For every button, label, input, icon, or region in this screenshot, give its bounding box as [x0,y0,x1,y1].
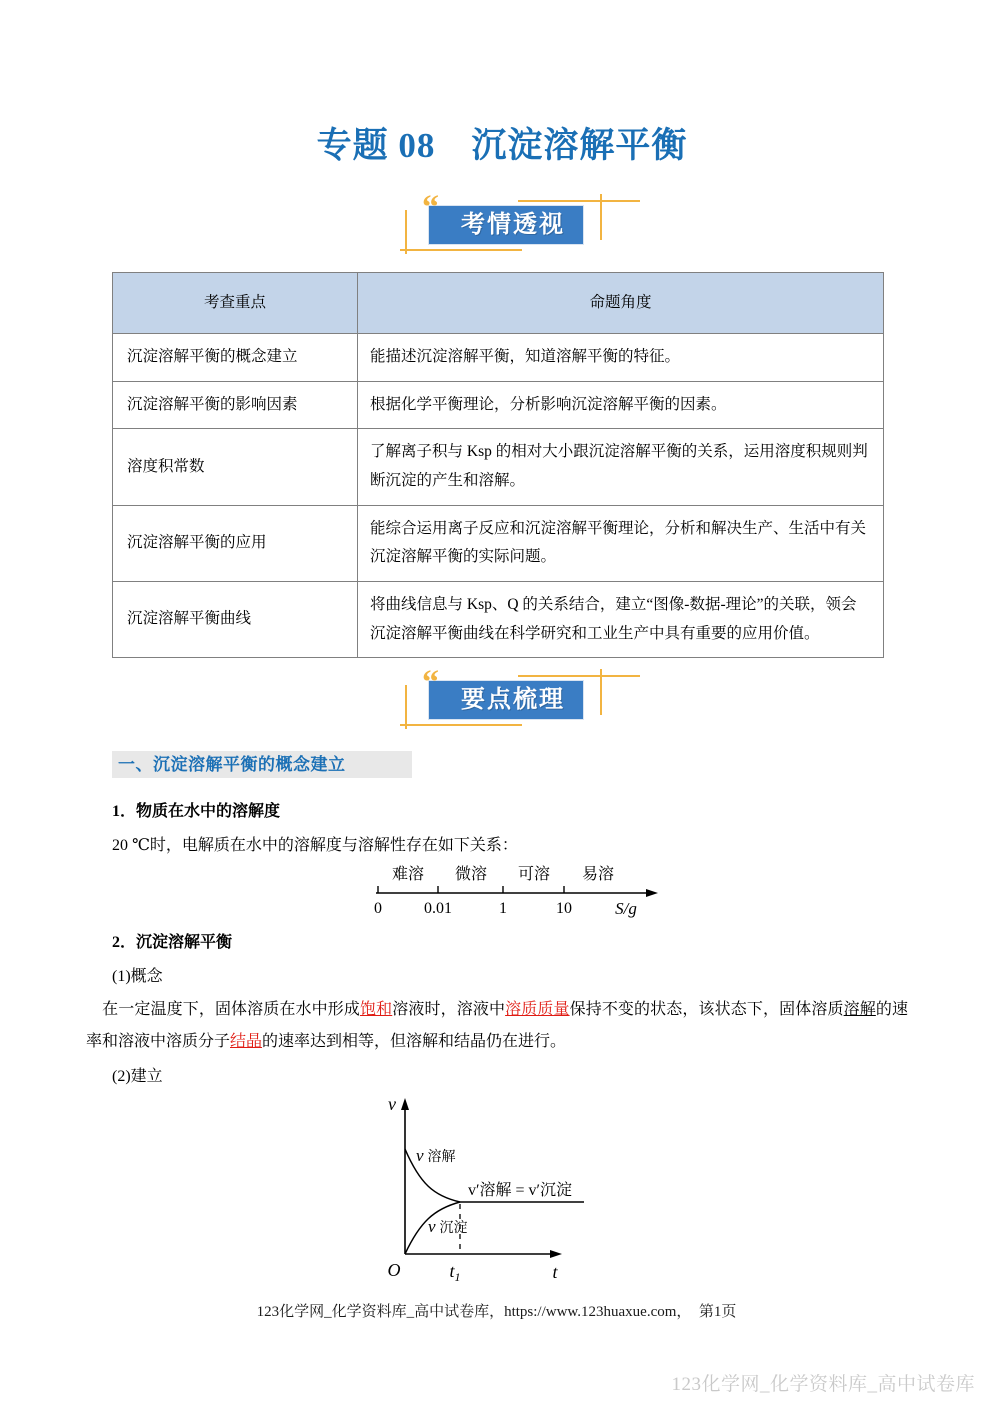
svg-text:0.01: 0.01 [424,900,452,917]
badge-decor-line-left [405,685,407,729]
badge-decor-line-right [600,194,602,240]
page-footer: 123化学网_化学资料库_高中试卷库，https://www.123huaxue.com， 第1页 [256,1304,737,1320]
svg-text:O: O [387,1260,401,1280]
table-header-key: 考查重点 [113,273,358,334]
svg-text:v沉淀: v 沉淀 [428,1217,468,1236]
keyword-dissolution: 溶解 [843,1001,876,1018]
table-row [113,381,884,429]
table-cell-value: 根据化学平衡理论，分析影响沉淀溶解平衡的因素。 [358,381,884,429]
table-row [113,429,884,505]
number-line-svg [368,862,668,924]
keyword-saturated: 饱和 [360,1001,393,1018]
badge-decor-line-top [518,675,640,677]
solubility-number-line-diagram [368,862,668,924]
badge-decor-line-bottom [400,249,522,251]
vt-graph-svg [372,1092,622,1292]
table-cell-key: 沉淀溶解平衡的影响因素 [113,381,358,429]
concept-text-part-2: 溶液时，溶液中 [392,1001,506,1018]
badge-decor-line-right [600,669,602,715]
table-cell-key: 沉淀溶解平衡的应用 [113,505,358,581]
exam-focus-table [112,272,884,658]
concept-label: (1)概念 [112,968,163,985]
quote-mark-icon: “ [422,189,439,226]
concept-text-part-5: 的速率达到相等，但溶解和结晶仍在进行。 [262,1033,567,1050]
svg-text:可溶: 可溶 [517,866,551,883]
table-row [113,334,884,382]
svg-text:v′溶解 = v′沉淀: v′溶解 = v′沉淀 [467,1182,573,1199]
svg-text:v溶解: v 溶解 [416,1146,456,1165]
concept-text-part-4: 的速率和溶液中溶质分子 [86,1001,908,1050]
badge-decor-line-bottom [400,724,522,726]
svg-text:难溶: 难溶 [391,866,425,883]
quote-mark-icon: “ [422,664,439,701]
svg-text:1: 1 [499,900,507,917]
table-cell-key: 沉淀溶解平衡曲线 [113,582,358,658]
concept-paragraph [86,994,908,1058]
badge-exam-insight [400,189,640,256]
badge-decor-line-left [405,210,407,254]
svg-text:S/g: S/g [615,899,637,918]
concept-text-part-3: 保持不变的状态，该状态下，固体溶质 [569,1001,844,1018]
badge-label-key-points: 要点梳理 [461,686,565,713]
svg-text:v: v [388,1094,396,1114]
table-cell-value: 将曲线信息与 Ksp、Q 的关系结合，建立“图像-数据-理论”的关联，领会沉淀溶解平衡曲线在科学研究和工业生产中具有重要的应用价值。 [358,582,884,658]
establishment-label: (2)建立 [112,1068,163,1085]
table-header-row [113,273,884,334]
page-title: 专题 08 沉淀溶解平衡 [316,126,688,165]
svg-text:0: 0 [374,900,382,917]
table-row [113,505,884,581]
table-cell-key: 溶度积常数 [113,429,358,505]
badge-label-exam-insight: 考情透视 [461,211,565,238]
svg-text:易溶: 易溶 [581,866,615,883]
table-cell-value: 能描述沉淀溶解平衡，知道溶解平衡的特征。 [358,334,884,382]
rate-time-equilibrium-graph [372,1092,622,1292]
solubility-intro-line: 20 ℃时，电解质在水中的溶解度与溶解性存在如下关系： [112,837,518,854]
keyword-crystallization: 结晶 [230,1033,263,1050]
subsection-2-title: 2．沉淀溶解平衡 [112,934,233,951]
table-cell-value: 了解离子积与 Ksp 的相对大小跟沉淀溶解平衡的关系，运用溶度积规则判断沉淀的产生和溶解。 [358,429,884,505]
svg-text:t1: $t_1$ [449,1261,461,1284]
svg-text:10: 10 [556,900,572,917]
concept-text-part-1: 在一定温度下，固体溶质在水中形成 [86,1001,361,1018]
subsection-1-title: 1．物质在水中的溶解度 [112,803,281,820]
section-heading: 一、沉淀溶解平衡的概念建立 [112,751,412,778]
watermark: 123化学网_化学资料库_高中试卷库 [671,1374,975,1395]
table-header-value: 命题角度 [358,273,884,334]
table-cell-key: 沉淀溶解平衡的概念建立 [113,334,358,382]
badge-decor-line-top [518,200,640,202]
svg-text:t: t [552,1262,558,1282]
table-cell-value: 能综合运用离子反应和沉淀溶解平衡理论，分析和解决生产、生活中有关沉淀溶解平衡的实际问题。 [358,505,884,581]
keyword-solute-mass: 溶质质量 [505,1001,570,1018]
badge-key-points [400,664,640,731]
svg-text:微溶: 微溶 [454,866,488,883]
table-row [113,582,884,658]
